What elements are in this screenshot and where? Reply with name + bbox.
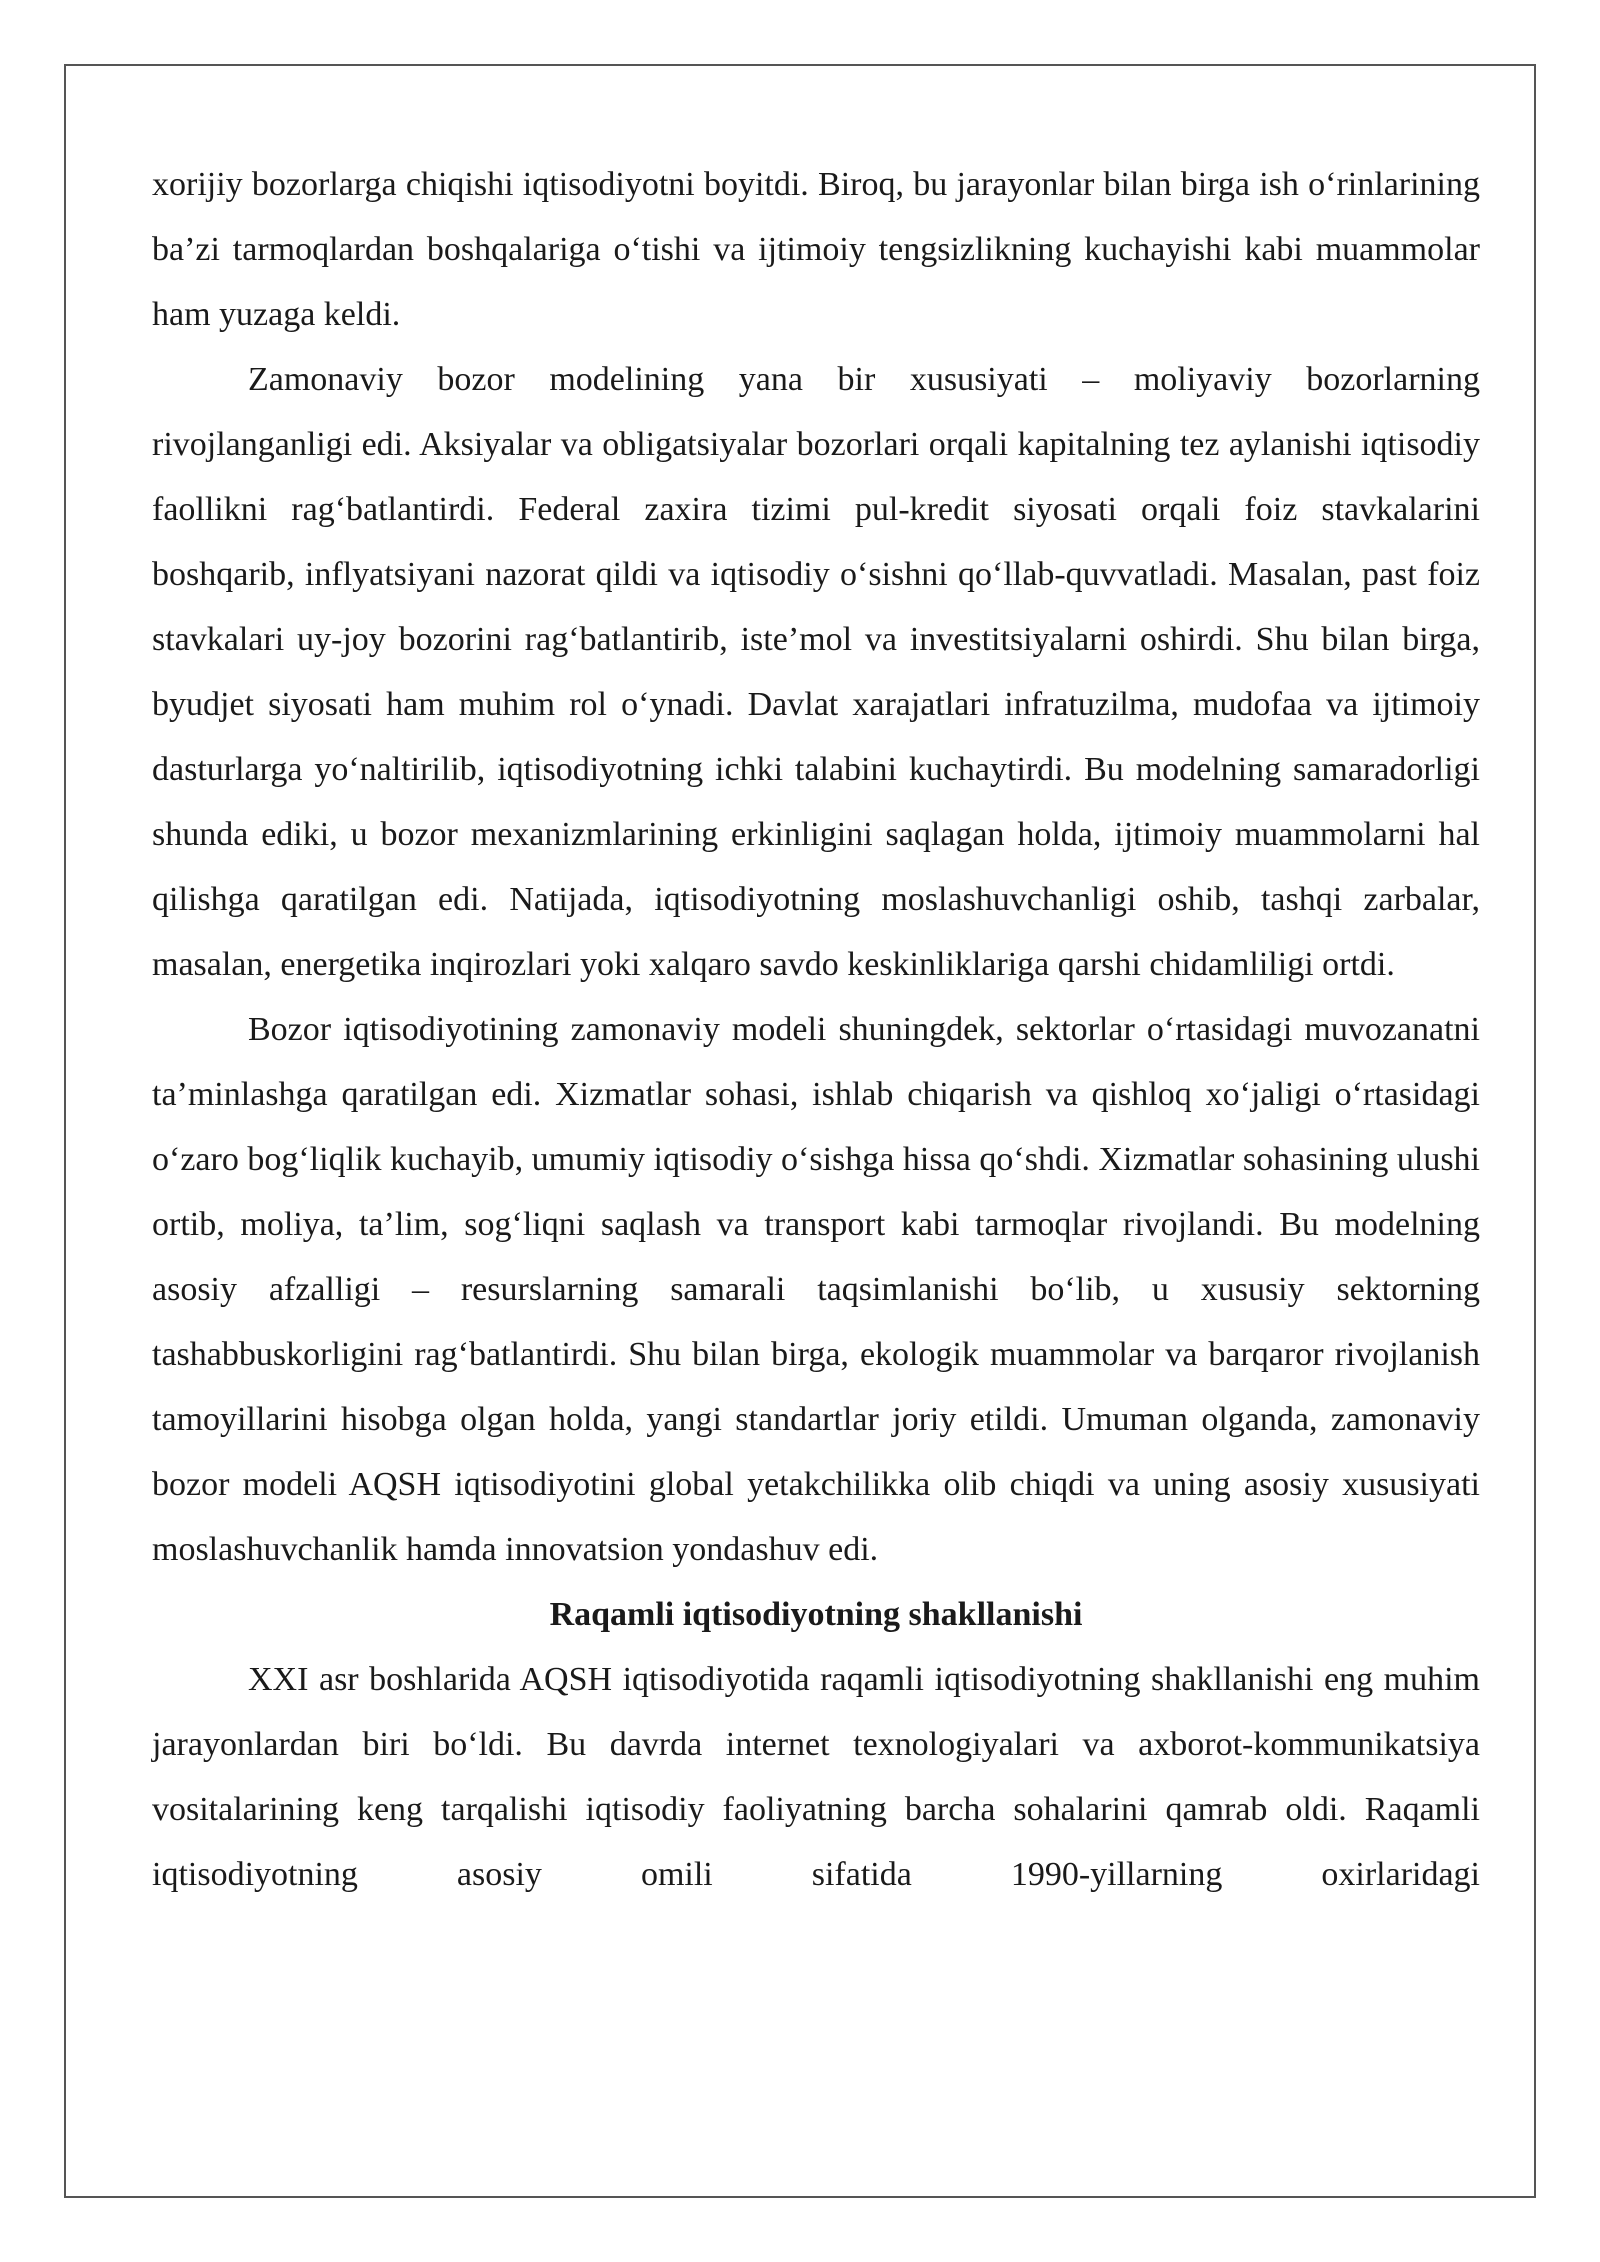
paragraph-financial-markets: Zamonaviy bozor modelining yana bir xususiyati – moliyaviy bozorlarning rivojlanganligi edi. Aksiyalar va obligatsiyalar bozorlari orqali kapitalning tez aylanishi iqtisodiy faollikni rag‘batlantirdi. Federal zaxira tizimi pul-kredit siyosati orqali foiz stavkalarini boshqarib, inflyatsiyani nazorat qildi va iqtisodiy o‘sishni qo‘llab-quvvatladi. Masalan, past foiz stavkalari uy-joy bozorini rag‘batlantirib, iste’mol va investitsiyalarni oshirdi. Shu bilan birga, byudjet siyosati ham muhim rol o‘ynadi. Davlat xarajatlari infratuzilma, mudofaa va ijtimoiy dasturlarga yo‘naltirilib, iqtisodiyotning ichki talabini kuchaytirdi. Bu modelning samaradorligi shunda ediki, u bozor mexanizmlarining erkinligini saqlagan holda, ijtimoiy muammolarni hal qilishga qaratilgan edi. Natijada, iqtisodiyotning moslashuvchanligi oshib, tashqi zarbalar, masalan, energetika inqirozlari yoki xalqaro savdo keskinliklariga qarshi chidamliligi ortdi. <box>152 361 1480 983</box>
paragraph-continuation: xorijiy bozorlarga chiqishi iqtisodiyotni boyitdi. Biroq, bu jarayonlar bilan birga ish o‘rinlarining ba’zi tarmoqlardan boshqalariga o‘tishi va ijtimoiy tengsizlikning kuchayishi kabi muammolar ham yuzaga keldi. <box>152 166 1480 333</box>
section-heading: Raqamli iqtisodiyotning shakllanishi <box>549 1596 1083 1633</box>
document-body <box>152 152 1480 1907</box>
paragraph-digital-economy: XXI asr boshlarida AQSH iqtisodiyotida raqamli iqtisodiyotning shakllanishi eng muhim jarayonlardan biri bo‘ldi. Bu davrda internet texnologiyalari va axborot-kommunikatsiya vositalarining keng tarqalishi iqtisodiy faoliyatning barcha sohalarini qamrab oldi. Raqamli iqtisodiyotning asosiy omili sifatida 1990-yillarning oxirlaridagi <box>152 1661 1480 1893</box>
paragraph-sector-balance: Bozor iqtisodiyotining zamonaviy modeli shuningdek, sektorlar o‘rtasidagi muvozanatni ta’minlashga qaratilgan edi. Xizmatlar sohasi, ishlab chiqarish va qishloq xo‘jaligi o‘rtasidagi o‘zaro bog‘liqlik kuchayib, umumiy iqtisodiy o‘sishga hissa qo‘shdi. Xizmatlar sohasining ulushi ortib, moliya, ta’lim, sog‘liqni saqlash va transport kabi tarmoqlar rivojlandi. Bu modelning asosiy afzalligi – resurslarning samarali taqsimlanishi bo‘lib, u xususiy sektorning tashabbuskorligini rag‘batlantirdi. Shu bilan birga, ekologik muammolar va barqaror rivojlanish tamoyillarini hisobga olgan holda, yangi standartlar joriy etildi. Umuman olganda, zamonaviy bozor modeli AQSH iqtisodiyotini global yetakchilikka olib chiqdi va uning asosiy xususiyati moslashuvchanlik hamda innovatsion yondashuv edi. <box>152 1011 1480 1568</box>
